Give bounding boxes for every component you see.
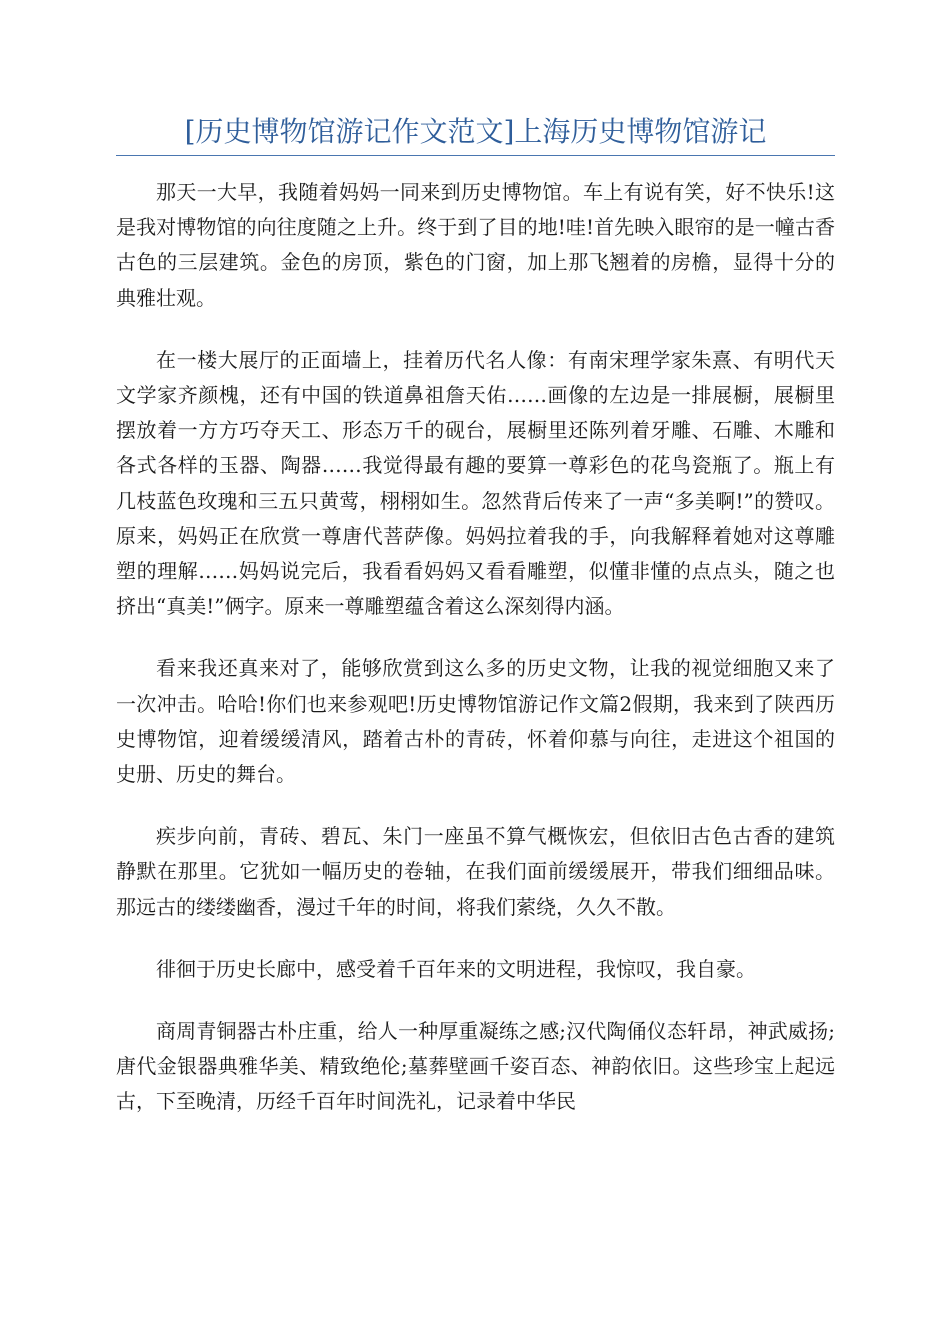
paragraph: 那天一大早，我随着妈妈一同来到历史博物馆。车上有说有笑，好不快乐!这是我对博物馆的向往度随之上升。终于到了目的地!哇!首先映入眼帘的是一幢古香古色的三层建筑。金色的房顶，紫色的门窗，加上那飞翘着的房檐，显得十分的典雅壮观。	[116, 180, 835, 310]
document-body	[116, 175, 835, 1147]
paragraph: 商周青铜器古朴庄重，给人一种厚重凝练之感;汉代陶俑仪态轩昂，神武威扬;唐代金银器典雅华美、精致绝伦;墓葬壁画千姿百态、神韵依旧。这些珍宝上起远古，下至晚清，历经千百年时间洗礼，记录着中华民	[116, 1019, 835, 1114]
paragraph: 看来我还真来对了，能够欣赏到这么多的历史文物，让我的视觉细胞又来了一次冲击。哈哈!你们也来参观吧!历史博物馆游记作文篇2假期，我来到了陕西历史博物馆，迎着缓缓清风，踏着古朴的青砖，怀着仰慕与向往，走进这个祖国的史册、历史的舞台。	[116, 656, 835, 787]
document-title: [历史博物馆游记作文范文]上海历史博物馆游记	[184, 115, 767, 148]
title-underline	[116, 155, 835, 156]
paragraph: 在一楼大展厅的正面墙上，挂着历代名人像：有南宋理学家朱熹、有明代天文学家齐颜槐，还有中国的铁道鼻祖詹天佑……画像的左边是一排展橱，展橱里摆放着一方方巧夺天工、形态万千的砚台，展橱里还陈列着牙雕、石雕、木雕和各式各样的玉器、陶器……我觉得最有趣的要算一尊彩色的花鸟瓷瓶了。瓶上有几枝蓝色玫瑰和三五只黄莺，栩栩如生。忽然背后传来了一声“多美啊!”的赞叹。原来，妈妈正在欣赏一尊唐代菩萨像。妈妈拉着我的手，向我解释着她对这尊雕塑的理解……妈妈说完后，我看看妈妈又看看雕塑，似懂非懂的点点头，随之也挤出“真美!”俩字。原来一尊雕塑蕴含着这么深刻得内涵。	[116, 347, 835, 619]
paragraph: 疾步向前，青砖、碧瓦、朱门一座虽不算气概恢宏，但依旧古色古香的建筑静默在那里。它犹如一幅历史的卷轴，在我们面前缓缓展开，带我们细细品味。那远古的缕缕幽香，漫过千年的时间，将我们萦绕，久久不散。	[116, 824, 835, 919]
paragraph: 徘徊于历史长廊中，感受着千百年来的文明进程，我惊叹，我自豪。	[156, 956, 756, 981]
